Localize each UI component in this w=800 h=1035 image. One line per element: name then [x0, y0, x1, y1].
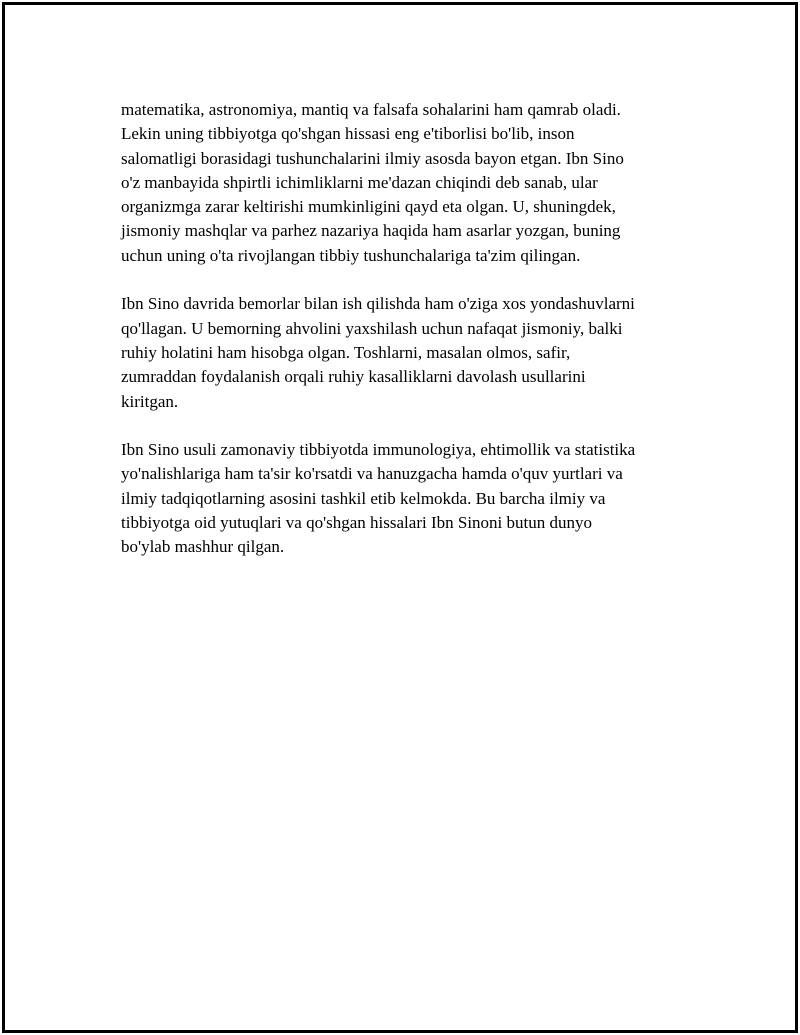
paragraph-2: Ibn Sino davrida bemorlar bilan ish qilishda ham o'ziga xos yondashuvlarni qo'llagan. U bemorning ahvolini yaxshilash uchun nafaqat jismoniy, balki ruhiy holatini ham hisobga olgan. Toshlarni, masalan olmos, safir, zumraddan foydalanish orqali ruhiy kasalliklarni davolash usullarini kiritgan.: [121, 294, 635, 411]
paragraph-1: matematika, astronomiya, mantiq va falsafa sohalarini ham qamrab oladi. Lekin uning tibbiyotga qo'shgan hissasi eng e'tiborlisi bo'lib, inson salomatligi borasidagi tushunchalarini ilmiy asosda bayon etgan. Ibn Sino o'z manbayida shpirtli ichimliklarni me'dazan chiqindi deb sanab, ular organizmga zarar keltirishi mumkinligini qayd eta olgan. U, shuningdek, jismoniy mashqlar va parhez nazariya haqida ham asarlar yozgan, buning uchun uning o'ta rivojlangan tibbiy tushunchalariga ta'zim qilingan.: [121, 100, 624, 265]
document-body: [121, 98, 701, 584]
paragraph-3: Ibn Sino usuli zamonaviy tibbiyotda immunologiya, ehtimollik va statistika yo'nalishlariga ham ta'sir ko'rsatdi va hanuzgacha hamda o'quv yurtlari va ilmiy tadqiqotlarning asosini tashkil etib kelmokda. Bu barcha ilmiy va tibbiyotga oid yutuqlari va qo'shgan hissalari Ibn Sinoni butun dunyo bo'ylab mashhur qilgan.: [121, 440, 636, 557]
page-frame: [2, 2, 798, 1033]
